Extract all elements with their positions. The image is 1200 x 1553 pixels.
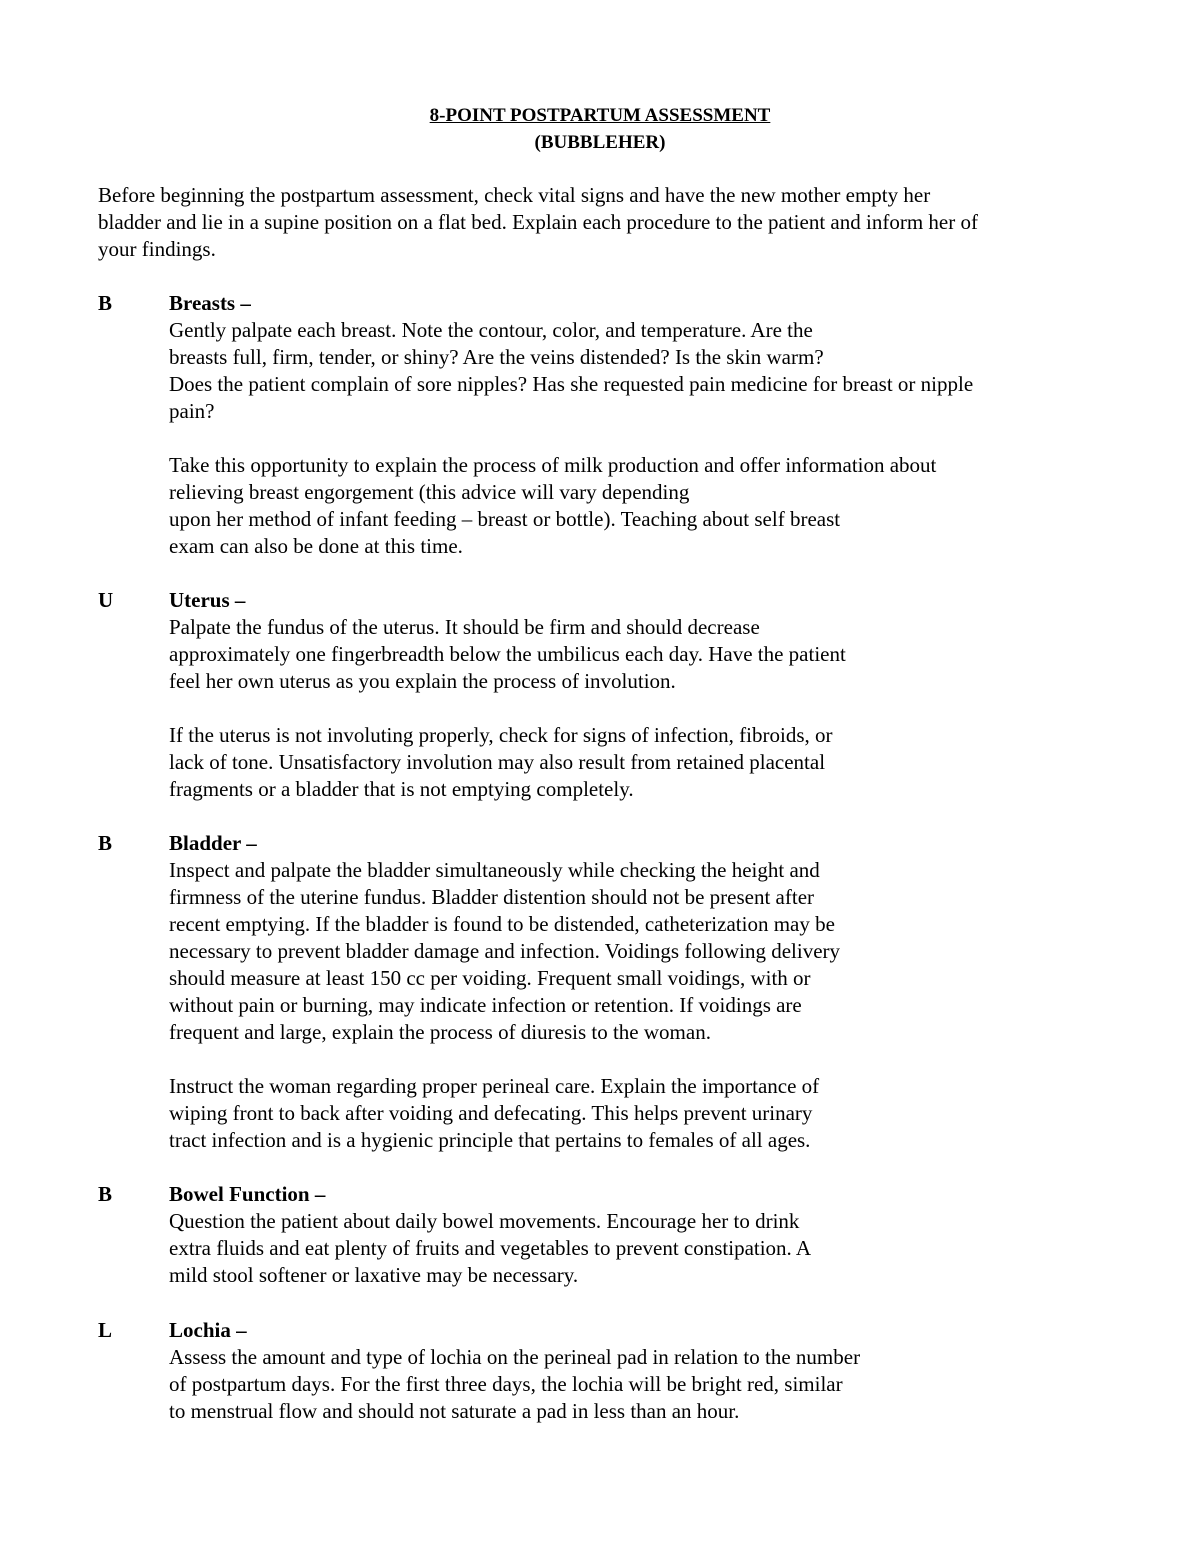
paragraph-line: should measure at least 150 cc per voiding. Frequent small voidings, with or <box>169 966 811 990</box>
section-heading: Uterus – <box>169 588 246 612</box>
paragraph-line: Does the patient complain of sore nipples? Has she requested pain medicine for breast or nipple <box>169 372 974 396</box>
paragraph-line: firmness of the uterine fundus. Bladder distention should not be present after <box>169 885 815 909</box>
paragraph-line: pain? <box>169 399 215 423</box>
paragraph-line: Instruct the woman regarding proper perineal care. Explain the importance of <box>169 1074 820 1098</box>
paragraph-line: Gently palpate each breast. Note the contour, color, and temperature. Are the <box>169 318 813 342</box>
paragraph-line: necessary to prevent bladder damage and infection. Voidings following delivery <box>169 939 841 963</box>
paragraph-line: approximately one fingerbreadth below the umbilicus each day. Have the patient <box>169 642 846 666</box>
paragraph-line: without pain or burning, may indicate infection or retention. If voidings are <box>169 993 802 1017</box>
paragraph-line: feel her own uterus as you explain the process of involution. <box>169 669 676 693</box>
section-paragraph <box>169 452 1099 560</box>
paragraph-line: Inspect and palpate the bladder simultaneously while checking the height and <box>169 858 820 882</box>
section-letter: B <box>98 1182 113 1206</box>
paragraph-line: breasts full, firm, tender, or shiny? Are the veins distended? Is the skin warm? <box>169 345 824 369</box>
section-heading: Bladder – <box>169 831 257 855</box>
paragraph-line: mild stool softener or laxative may be necessary. <box>169 1263 579 1287</box>
paragraph-line: If the uterus is not involuting properly, check for signs of infection, fibroids, or <box>169 723 833 747</box>
paragraph-line: Question the patient about daily bowel movements. Encourage her to drink <box>169 1209 800 1233</box>
document-title: 8-POINT POSTPARTUM ASSESSMENT <box>429 105 771 126</box>
intro-line: your findings. <box>98 237 216 261</box>
intro-line: bladder and lie in a supine position on a flat bed. Explain each procedure to the patient and inform her of <box>98 210 978 234</box>
section-paragraph <box>169 722 1099 803</box>
paragraph-line: upon her method of infant feeding – breast or bottle). Teaching about self breast <box>169 507 841 531</box>
section-heading: Breasts – <box>169 291 251 315</box>
section-letter: B <box>98 831 113 855</box>
section-paragraph <box>169 1344 1099 1425</box>
section-heading: Lochia – <box>169 1318 247 1342</box>
paragraph-line: Palpate the fundus of the uterus. It should be firm and should decrease <box>169 615 760 639</box>
section-content <box>169 587 1099 803</box>
section-letter: L <box>98 1318 113 1342</box>
paragraph-line: to menstrual flow and should not saturate a pad in less than an hour. <box>169 1399 740 1423</box>
paragraph-line: Assess the amount and type of lochia on the perineal pad in relation to the number <box>169 1345 861 1369</box>
paragraph-line: tract infection and is a hygienic principle that pertains to females of all ages. <box>169 1128 811 1152</box>
section-content <box>169 830 1099 1154</box>
section-content <box>169 290 1099 560</box>
paragraph-line: recent emptying. If the bladder is found to be distended, catheterization may be <box>169 912 835 936</box>
section-content <box>169 1181 1099 1289</box>
paragraph-line: fragments or a bladder that is not emptying completely. <box>169 777 634 801</box>
section-paragraph <box>169 857 1099 1046</box>
section-paragraph <box>169 1073 1099 1154</box>
document-subtitle: (BUBBLEHER) <box>534 132 666 153</box>
intro-paragraph <box>98 182 1108 263</box>
paragraph-line: relieving breast engorgement (this advice will vary depending <box>169 480 690 504</box>
paragraph-line: exam can also be done at this time. <box>169 534 463 558</box>
section-paragraph <box>169 317 1099 425</box>
paragraph-line: lack of tone. Unsatisfactory involution may also result from retained placental <box>169 750 826 774</box>
paragraph-line: extra fluids and eat plenty of fruits and vegetables to prevent constipation. A <box>169 1236 812 1260</box>
intro-line: Before beginning the postpartum assessment, check vital signs and have the new mother empty her <box>98 183 931 207</box>
paragraph-line: of postpartum days. For the first three days, the lochia will be bright red, similar <box>169 1372 843 1396</box>
section-content <box>169 1317 1099 1425</box>
section-letter: B <box>98 291 113 315</box>
paragraph-line: wiping front to back after voiding and defecating. This helps prevent urinary <box>169 1101 813 1125</box>
section-paragraph <box>169 1208 1099 1289</box>
paragraph-line: Take this opportunity to explain the process of milk production and offer information about <box>169 453 937 477</box>
section-heading: Bowel Function – <box>169 1182 326 1206</box>
paragraph-line: frequent and large, explain the process of diuresis to the woman. <box>169 1020 711 1044</box>
section-paragraph <box>169 614 1099 695</box>
section-letter: U <box>98 588 114 612</box>
